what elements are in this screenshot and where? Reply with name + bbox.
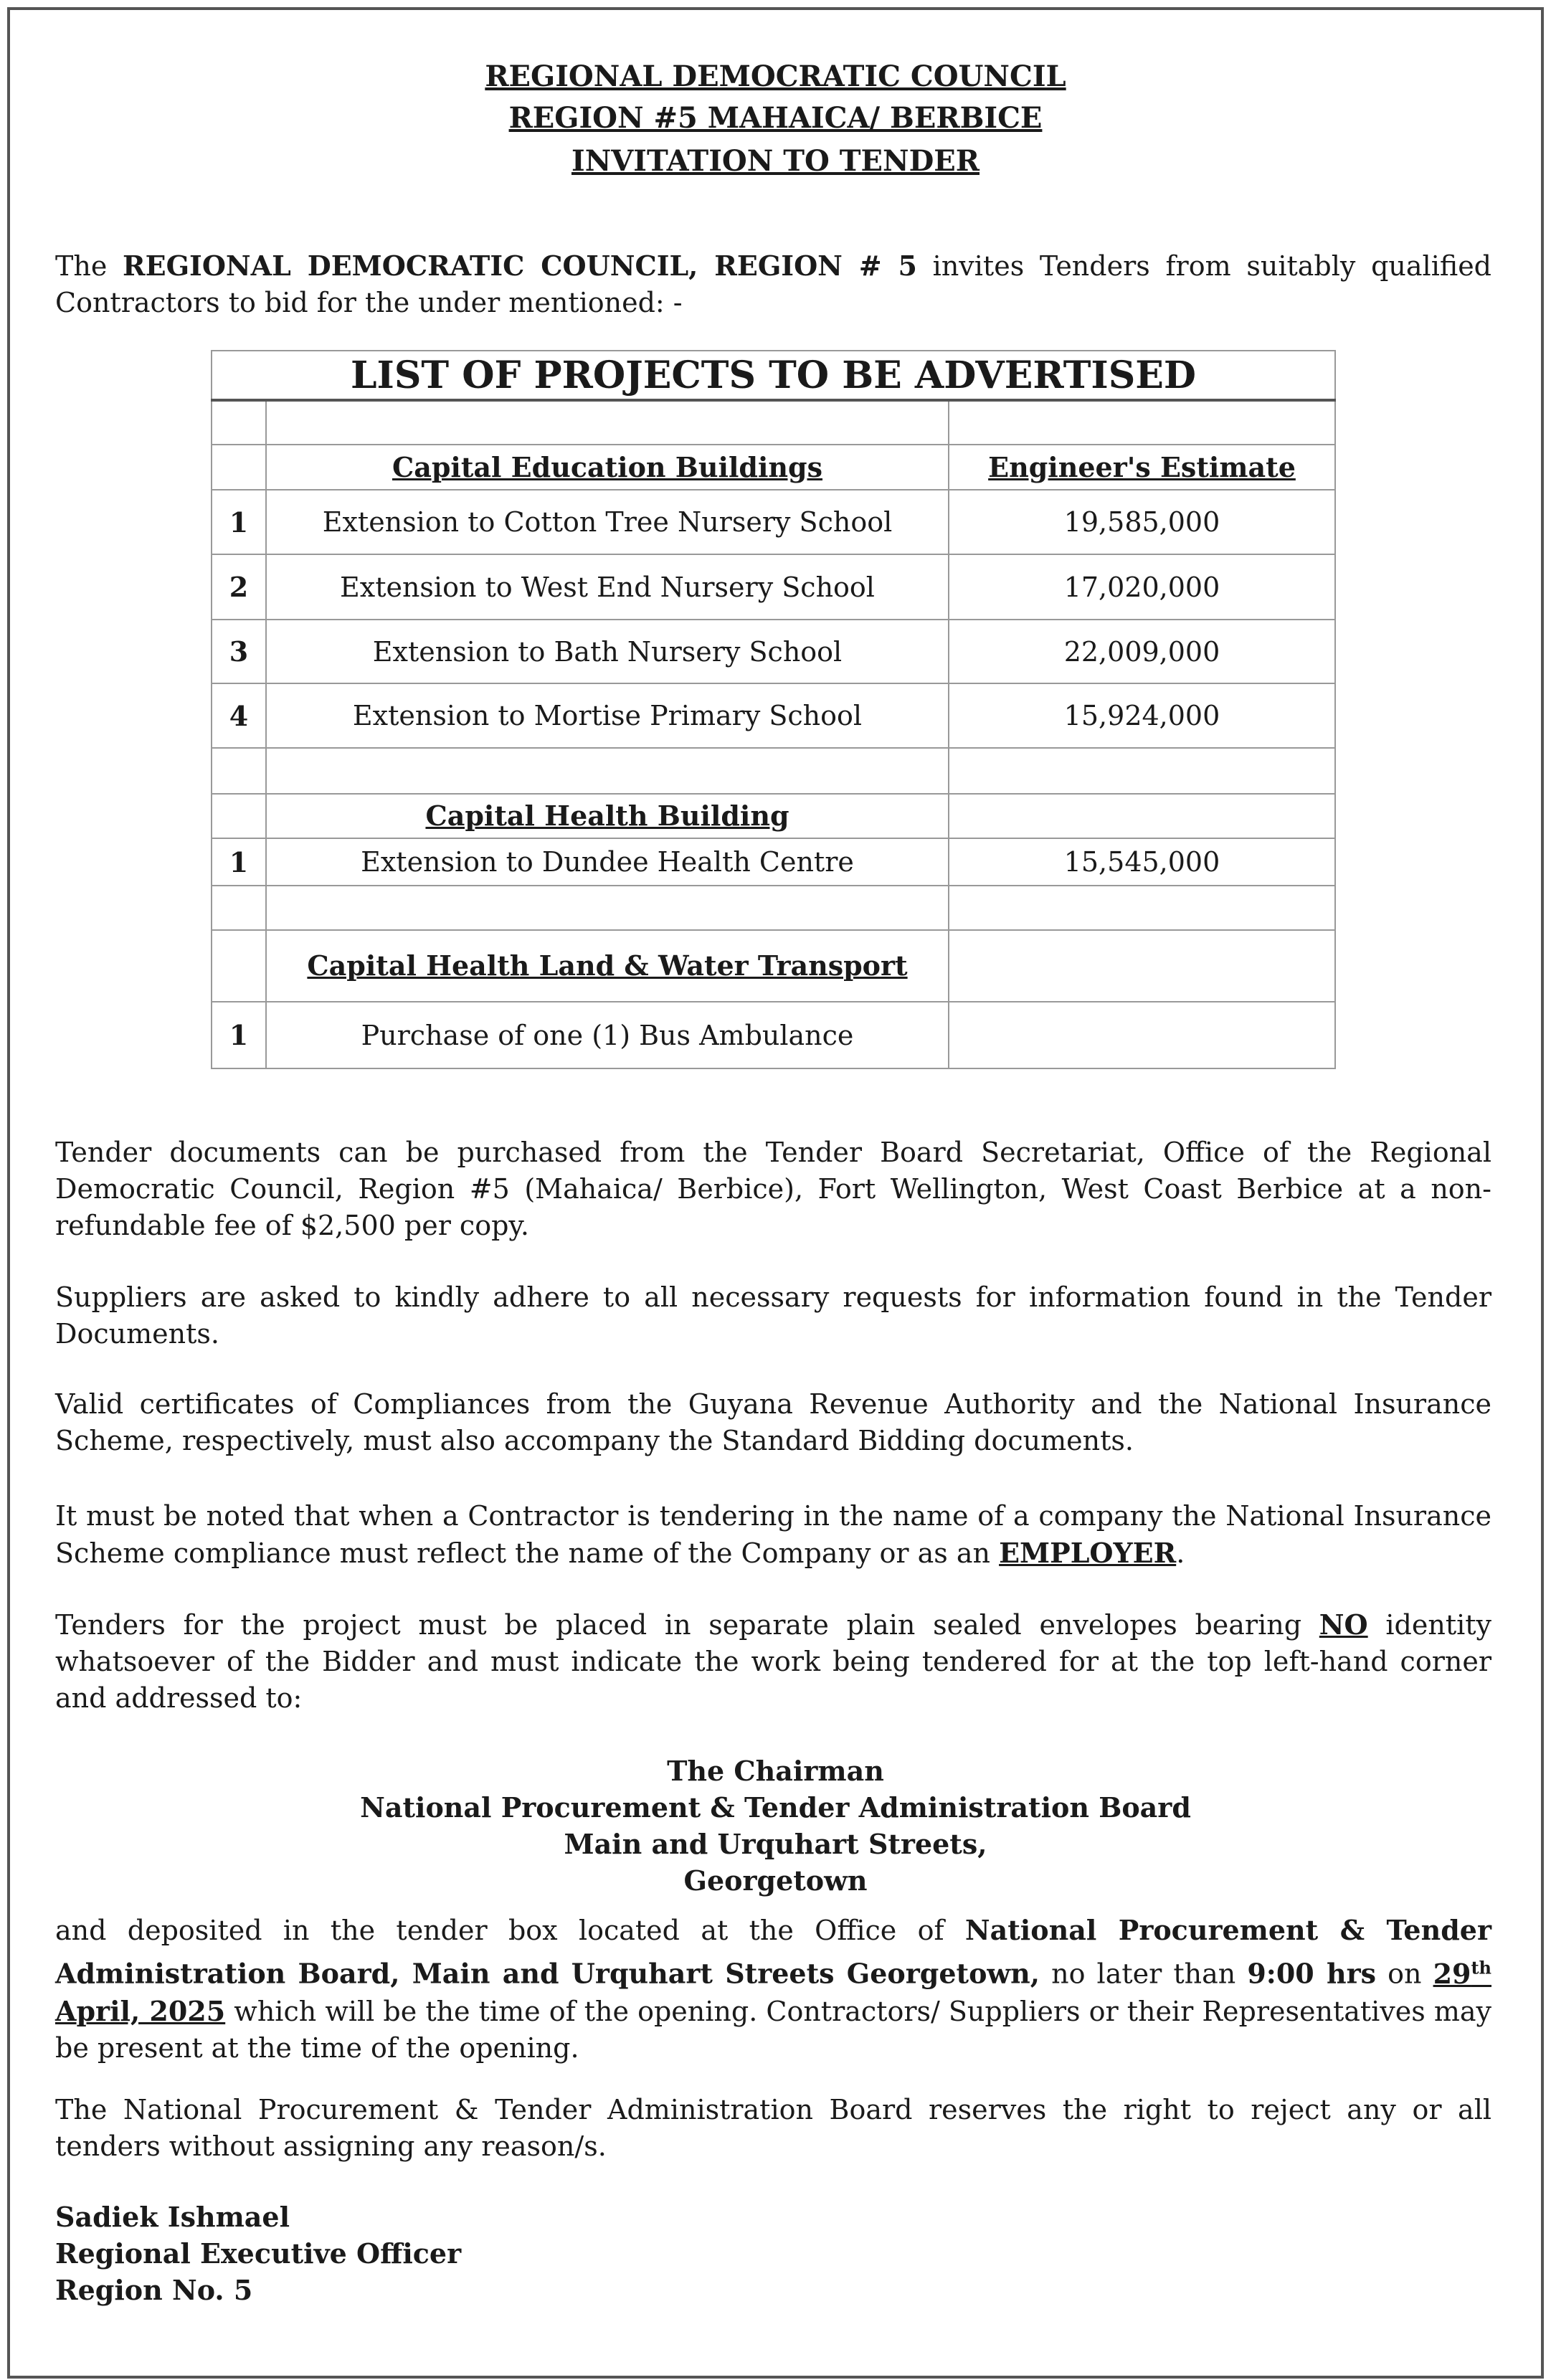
certificates-paragraph: Valid certificates of Compliances from the Guyana Revenue Authority and the National Insurance Scheme, respectively, must also accompany the Standard Bidding documents. [55,1388,1491,1456]
reserve-paragraph: The National Procurement & Tender Administration Board reserves the right to reject any or all tenders without assigning any reason/s. [55,2094,1491,2162]
signatory-region: Region No. 5 [55,2274,253,2306]
signatory-title: Regional Executive Officer [55,2237,462,2270]
estimate-header: Engineer's Estimate [949,445,1335,490]
heading-invitation: INVITATION TO TENDER [571,144,980,178]
intro-paragraph: The REGIONAL DEMOCRATIC COUNCIL, REGION # 5 invites Tenders from suitably qualified Contractors to bid for the under mentioned: - [55,250,1492,318]
address-line: Main and Urquhart Streets, [564,1828,987,1860]
employer-paragraph: It must be noted that when a Contractor is tendering in the name of a company the National Insurance Scheme compliance must reflect the name of the Company or as an EMPLOYER. [55,1500,1491,1569]
section-heading: Capital Education Buildings [266,445,949,490]
heading-region: REGION #5 MAHAICA/ BERBICE [508,101,1043,135]
signature-block [55,2199,1491,2308]
table-row: 1 Extension to Dundee Health Centre 15,545,000 [212,838,1335,886]
table-row: 2 Extension to West End Nursery School 17,020,000 [212,554,1335,620]
deposit-paragraph: and deposited in the tender box located at the Office of National Procurement & Tender Administration Board, Main and Urquhart Streets Georgetown, no later than 9:00 hrs on 29th April, 2025 which will be the time of the opening. Contractors/ Suppliers or their Representatives may be present at the time of the opening. [55,1914,1492,2064]
address-line: Georgetown [683,1864,868,1897]
address-line: National Procurement & Tender Administration Board [360,1791,1191,1824]
signatory-name: Sadiek Ishmael [55,2201,290,2233]
table-row: 3 Extension to Bath Nursery School 22,009,000 [212,620,1335,683]
projects-table [211,350,1336,1069]
table-row: 1 Purchase of one (1) Bus Ambulance [212,1002,1335,1068]
table-title: LIST OF PROJECTS TO BE ADVERTISED [212,351,1335,400]
table-row: 1 Extension to Cotton Tree Nursery School 19,585,000 [212,490,1335,554]
address-line: The Chairman [667,1755,884,1787]
section-heading: Capital Health Building [266,794,949,838]
section-heading: Capital Health Land & Water Transport [266,930,949,1002]
envelopes-paragraph: Tenders for the project must be placed in separate plain sealed envelopes bearing NO identity whatsoever of the Bidder and must indicate the work being tendered for at the top left-hand corner and addressed to: [55,1608,1491,1714]
suppliers-paragraph: Suppliers are asked to kindly adhere to all necessary requests for information found in the Tender Documents. [55,1281,1491,1350]
heading-council: REGIONAL DEMOCRATIC COUNCIL [485,60,1066,93]
purchase-paragraph: Tender documents can be purchased from the Tender Board Secretariat, Office of the Regional Democratic Council, Region #5 (Mahaica/ Berbice), Fort Wellington, West Coast Berbice at a non-refundable fee of $2,500 per copy. [55,1137,1491,1241]
table-row: 4 Extension to Mortise Primary School 15,924,000 [212,683,1335,748]
